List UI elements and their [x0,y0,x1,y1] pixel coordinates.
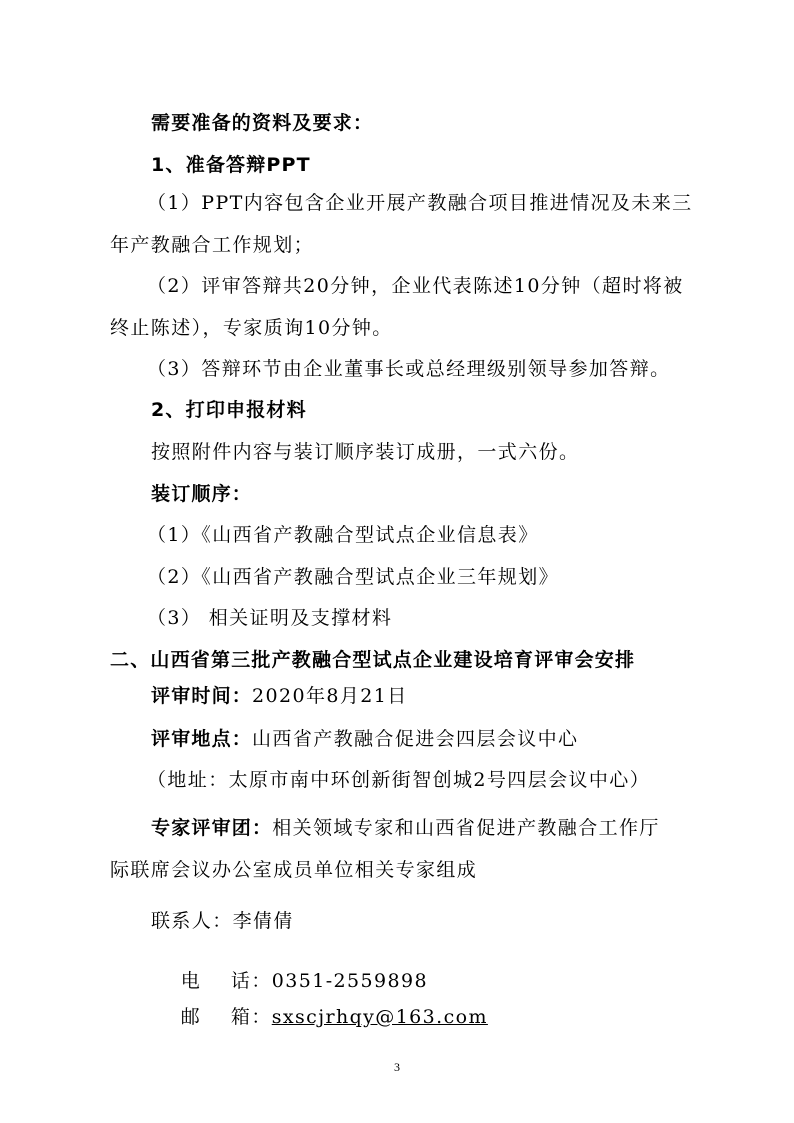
review-place-label: 评审地点： [151,728,253,750]
email-link[interactable]: sxscjrhqy@163.com [271,1006,488,1028]
review-panel-cont: 际联席会议办公室成员单位相关专家组成 [110,859,478,881]
contact-email [151,981,488,1053]
binding-item-3: （3） 相关证明及支撑材料 [147,607,393,629]
item-1-1-cont: 年产教融合工作规划； [110,234,315,256]
item-1-2-cont: 终止陈述），专家质询10分钟。 [110,317,393,339]
review-time [151,684,408,708]
review-address: （地址：太原市南中环创新街智创城2号四层会议中心） [147,769,651,791]
contact-person [151,909,294,933]
review-panel-label: 专家评审团： [151,817,273,839]
materials-heading: 需要准备的资料及要求： [151,112,374,134]
contact-phone-label: 电 话： [180,970,272,992]
item-1-heading: 1、准备答辩PPT [151,154,311,176]
review-panel [151,816,660,840]
contact-email-label: 邮 箱： [180,1006,272,1028]
binding-item-2: （2）《山西省产教融合型试点企业三年规划》 [147,566,559,588]
item-1-3-text: （3）答辩环节由企业董事长或总经理级别领导参加答辩。 [147,358,671,380]
review-panel-value: 相关领域专家和山西省促进产教融合工作厅 [272,817,660,839]
binding-item-1: （1）《山西省产教融合型试点企业信息表》 [147,524,539,546]
item-1-1-text: （1）PPT内容包含企业开展产教融合项目推进情况及未来三 [147,192,693,214]
item-1-2-text: （2）评审答辩共20分钟，企业代表陈述10分钟（超时将被 [147,275,684,297]
review-time-value: 2020年8月21日 [252,685,408,707]
page-number: 3 [394,1060,400,1074]
contact-person-label: 联系人： [151,910,233,932]
review-time-label: 评审时间： [151,685,253,707]
review-place [151,727,578,751]
contact-phone-value: 0351-2559898 [271,970,428,992]
item-2-text: 按照附件内容与装订顺序装订成册，一式六份。 [151,441,580,463]
section-2-heading: 二、山西省第三批产教融合型试点企业建设培育评审会安排 [110,649,636,671]
item-2-heading: 2、打印申报材料 [151,399,307,421]
contact-person-value: 李倩倩 [232,910,294,932]
binding-order-heading: 装订顺序： [151,483,253,505]
review-place-value: 山西省产教融合促进会四层会议中心 [252,728,579,750]
